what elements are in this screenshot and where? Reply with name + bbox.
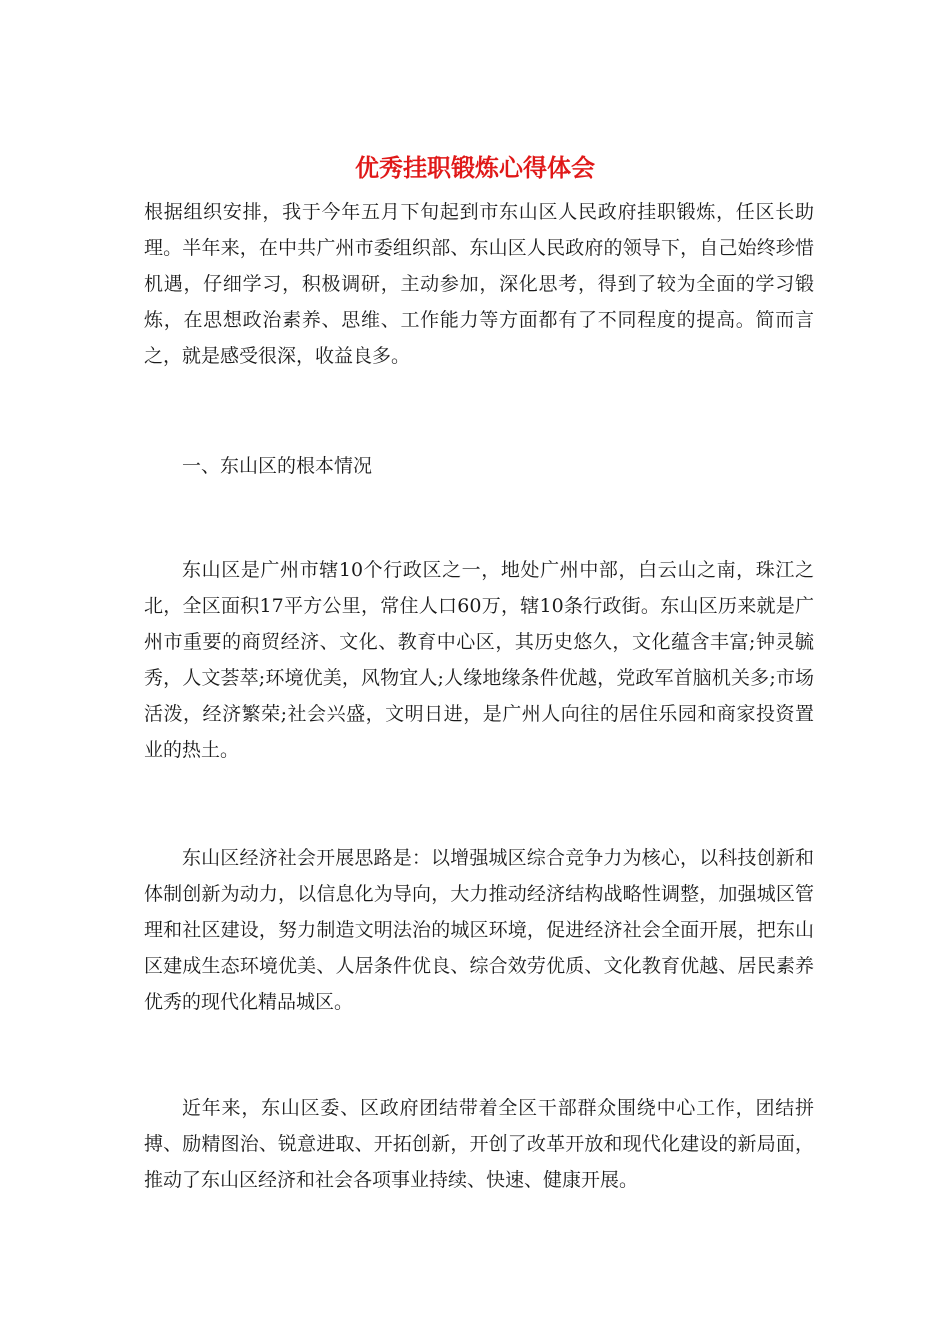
section-heading: 一、东山区的根本情况	[182, 455, 373, 477]
intro-paragraph: 根据组织安排，我于今年五月下旬起到市东山区人民政府挂职锻炼，任区长助理。半年来，在中共广州市委组织部、东山区人民政府的领导下，自己始终珍惜机遇，仔细学习，积极调研，主动参加，深化思考，得到了较为全面的学习锻炼，在思想政治素养、思维、工作能力等方面都有了不同程度的提高。简而言之，就是感受很深，收益良多。	[144, 201, 814, 367]
document-title: 优秀挂职锻炼心得体会	[355, 153, 595, 182]
strategy-paragraph: 东山区经济社会开展思路是：以增强城区综合竞争力为核心，以科技创新和体制创新为动力，以信息化为导向，大力推动经济结构战略性调整，加强城区管理和社区建设，努力制造文明法治的城区环境，促进经济社会全面开展，把东山区建成生态环境优美、人居条件优良、综合效劳优质、文化教育优越、居民素养优秀的现代化精品城区。	[144, 847, 814, 1013]
overview-paragraph: 东山区是广州市辖10个行政区之一，地处广州中部，白云山之南，珠江之北，全区面积17平方公里，常住人口60万，辖10条行政街。东山区历来就是广州市重要的商贸经济、文化、教育中心区，其历史悠久，文化蕴含丰富;钟灵毓秀，人文荟萃;环境优美，风物宜人;人缘地缘条件优越，党政军首脑机关多;市场活泼，经济繁荣;社会兴盛，文明日进，是广州人向往的居住乐园和商家投资置业的热土。	[144, 559, 814, 761]
recent-paragraph: 近年来，东山区委、区政府团结带着全区干部群众围绕中心工作，团结拼搏、励精图治、锐意进取、开拓创新，开创了改革开放和现代化建设的新局面，推动了东山区经济和社会各项事业持续、快速、健康开展。	[144, 1097, 814, 1191]
